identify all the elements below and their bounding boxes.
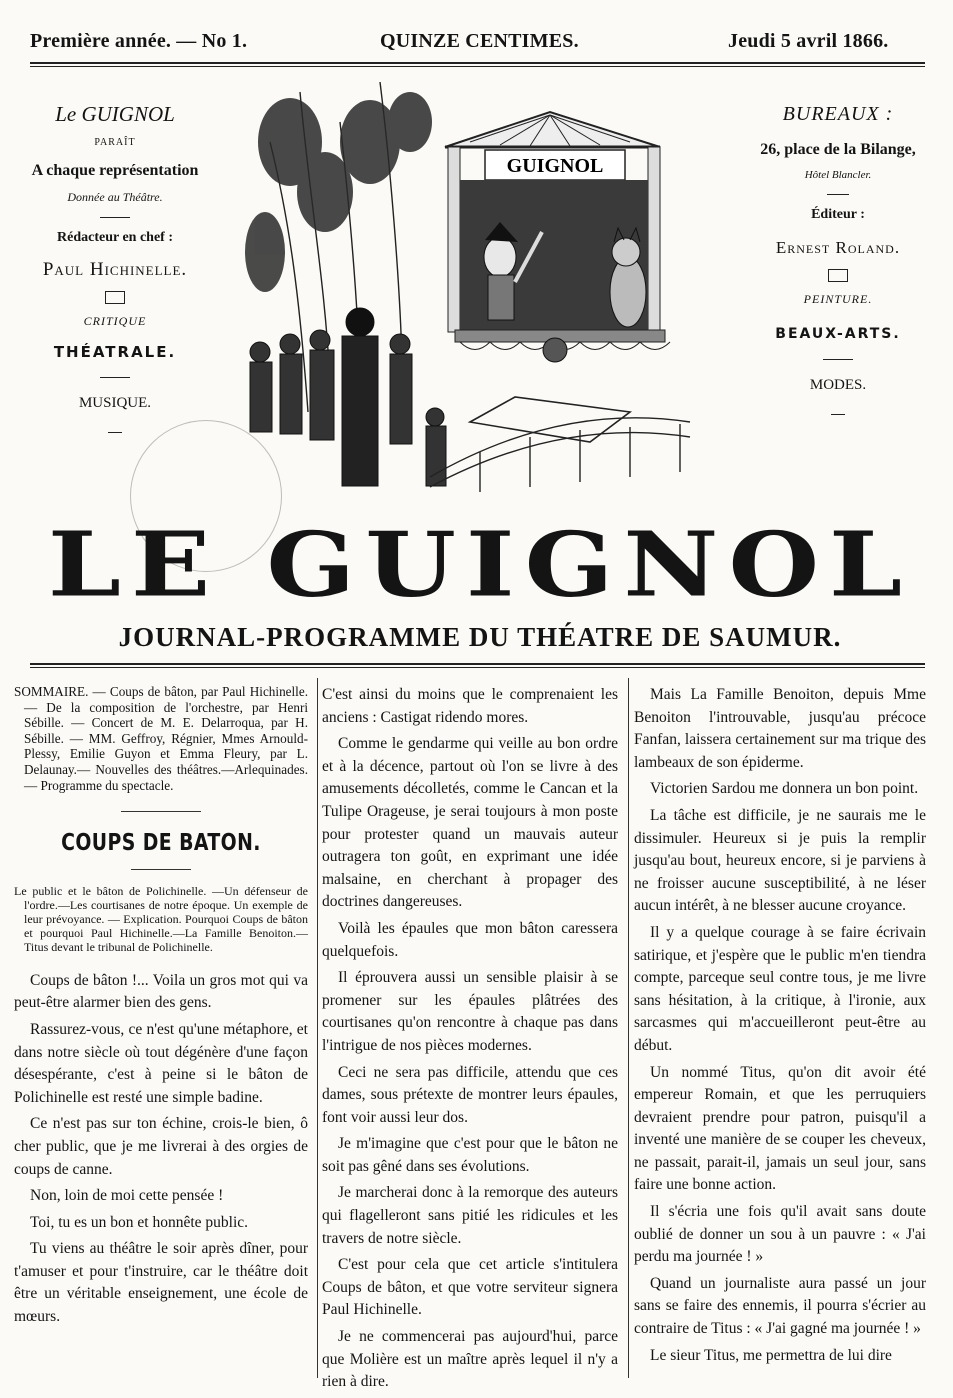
article-heading: COUPS DE BATON. bbox=[61, 830, 261, 857]
hotel-name: Hôtel Blancler. bbox=[804, 169, 872, 182]
paragraph: Tu viens au théâtre le soir après dîner, pour t'amuser et pour t'instruire, car le théâtre doit être un véritable enseignement, une école de mœurs. bbox=[14, 1240, 308, 1326]
ornament-box-icon bbox=[828, 269, 848, 282]
paragraph: Quand un journaliste aura passé un jour sans se faire des ennemis, il pourra s'écrier au contraire de Titus : « J'ai gagné ma journée ! » bbox=[634, 1274, 926, 1338]
masthead-rule bbox=[30, 663, 925, 665]
musique-label: MUSIQUE. bbox=[78, 394, 152, 411]
masthead-subtitle: JOURNAL-PROGRAMME DU THÉATRE DE SAUMUR. bbox=[118, 622, 842, 652]
left-info-box bbox=[20, 102, 210, 453]
booth-sign: GUIGNOL bbox=[506, 155, 604, 177]
paragraph: Il y a quelque courage à se faire écrivain satirique, et j'espère que le public m'en tiendra compte, parceque seul contre tous, je me livre sans hésitation, à la critique, à l'ironie, aux sarcasmes qui m'accueilleront peut-être au début. bbox=[634, 923, 926, 1054]
column-separator bbox=[628, 678, 629, 1378]
location-text: Donnée au Théâtre. bbox=[67, 190, 163, 205]
paragraph: Il éprouvera aussi un sensible plaisir à se promener sur les épaules plâtrées des courtisanes qu'on rencontre à chaque pas dans l'intrigue de nos pièces modernes. bbox=[322, 969, 618, 1054]
left-title: Le GUIGNOL bbox=[55, 102, 175, 126]
divider bbox=[831, 414, 845, 415]
paragraph: Il s'écria une fois qu'il avait sans doute oublié de donner un sou à un pauvre : « J'ai perdu ma journée ! » bbox=[634, 1203, 926, 1266]
divider bbox=[121, 811, 201, 812]
masthead-title: LE GUIGNOL bbox=[47, 511, 913, 618]
paragraph: Non, loin de moi cette pensée ! bbox=[30, 1187, 224, 1205]
ornament-box-icon bbox=[105, 291, 125, 304]
paragraph: Voilà les épaules que mon bâton caressera quelquefois. bbox=[322, 919, 618, 960]
masthead-rule-thin bbox=[30, 667, 925, 668]
editor-label: Rédacteur en chef : bbox=[57, 229, 173, 245]
peinture-label: PEINTURE. bbox=[803, 291, 873, 306]
price: QUINZE CENTIMES. bbox=[380, 30, 579, 52]
summary-text: SOMMAIRE. — Coups de bâton, par Paul Hichinelle. — De la composition de l'orchestre, par Henri Sébille. — Concert de M. E. Delarroqua, par H. Sébille. — MM. Geffroy, Régnier, Mmes Arnould-Plessy, Emilie Guyon et Emma Fleury, par L. Delaunay.— Nouvelles des théâtres.—Arlequinades.— Programme du spectacle. bbox=[14, 684, 308, 793]
frequency-text: A chaque représentation bbox=[31, 162, 199, 180]
divider bbox=[100, 377, 130, 378]
paragraph: Victorien Sardou me donnera un bon point. bbox=[650, 780, 919, 798]
divider bbox=[100, 217, 130, 218]
article-abstract-block bbox=[14, 884, 308, 954]
top-rule bbox=[30, 62, 925, 64]
parait-label: PARAÎT bbox=[94, 137, 136, 149]
bureaux-title: BUREAUX : bbox=[782, 103, 894, 125]
column-3 bbox=[634, 684, 926, 1371]
beaux-arts-label: BEAUX-ARTS. bbox=[775, 325, 901, 342]
paragraph: Toi, tu es un bon et honnête public. bbox=[30, 1213, 249, 1231]
column-separator bbox=[317, 678, 318, 1378]
summary-block bbox=[14, 684, 308, 793]
paragraph: Ce n'est pas sur ton échine, crois-le bien, ô cher public, que je me livrerai à des orgies de coups de canne. bbox=[14, 1115, 308, 1178]
paragraph: C'est pour cela que cet article s'intitulera Coups de bâton, et que votre serviteur signera Paul Hichinelle. bbox=[322, 1256, 618, 1319]
critique-label: CRITIQUE bbox=[83, 314, 147, 329]
paragraph: C'est ainsi du moins que le comprenaient les anciens : Castigat ridendo mores. bbox=[322, 686, 618, 726]
paragraph: Je m'imagine que c'est pour que le bâton ne soit pas gêné dans ses évolutions. bbox=[322, 1135, 618, 1175]
right-info-box bbox=[738, 102, 938, 435]
divider bbox=[131, 869, 191, 870]
top-rule-thin bbox=[30, 66, 925, 67]
paragraph: La tâche est difficile, je ne saurais me le dissimuler. Heureux si je puis la remplir jusqu'au bout, heureux encore, si je parviens à ne froisser aucune susceptibilité, à ne léser aucun intérêt, à ne blesser aucune croyance. bbox=[634, 806, 926, 915]
theatrale-label: THÉATRALE. bbox=[53, 342, 177, 361]
paragraph: Ceci ne sera pas difficile, attendu que ces dames, sous prétexte de montrer leurs épaules, font voir aussi leur dos. bbox=[322, 1063, 618, 1126]
paragraph: Rassurez-vous, ce n'est qu'une métaphore, et dans notre siècle où tout dégénère d'une façon désespérante, c'est à peine si le bâton de Polichinelle est resté une simple badine. bbox=[14, 1020, 308, 1106]
divider bbox=[108, 432, 122, 433]
modes-label: MODES. bbox=[809, 376, 867, 393]
paragraph: Coups de bâton !... Voila un gros mot qui va peut-être alarmer bien des gens. bbox=[14, 971, 308, 1012]
editor-name: Paul Hichinelle. bbox=[42, 258, 188, 280]
puppet-theatre-illustration bbox=[230, 82, 700, 494]
article-abstract: Le public et le bâton de Polichinelle. —Un défenseur de l'ordre.—Les courtisanes de notre époque. Un exemple de leur prévoyance. — Explication. Pourquoi Coups de bâton et pourquoi Paul Hichinelle.—La Famille Benoiton.—Titus devant le tribunal de Polichinelle. bbox=[14, 883, 308, 954]
paragraph: Je ne commencerai pas aujourd'hui, parce que Molière est un maître après lequel il n'y a rien à dire. bbox=[322, 1328, 618, 1391]
paragraph: Un nommé Titus, qu'on dit avoir été empereur Romain, et que les perruquiers devraient prendre pour patron, puisqu'il a inventé une manière de se couper les cheveux, ne passait, parait-il, jamais un seul jour, sans faire une bonne action. bbox=[634, 1063, 926, 1194]
paragraph: Comme le gendarme qui veille au bon ordre et à la décence, partout où l'on se livre à des amusements décolletés, comme le Cancan et la Tulipe Orageuse, je serai toujours à mon poste pour protester quand un mauvais auteur outragera ton goût, en exprimant une idée malsaine, en cherchant à propager des doctrines dangereuses. bbox=[322, 735, 618, 911]
paragraph: Mais La Famille Benoiton, depuis Mme Benoiton l'introuvable, jusqu'au précoce Fanfan, laissera certainement sur ma trique des lambeaux de son épiderme. bbox=[634, 686, 926, 771]
issue-date: Jeudi 5 avril 1866. bbox=[728, 30, 889, 52]
issue-number: Première année. — No 1. bbox=[30, 30, 248, 52]
paragraph: Le sieur Titus, me permettra de lui dire bbox=[650, 1346, 892, 1364]
column-1 bbox=[14, 684, 308, 1333]
publisher-label: Éditeur : bbox=[811, 207, 865, 223]
divider bbox=[823, 359, 853, 360]
publisher-name: Ernest Roland. bbox=[775, 238, 901, 258]
paragraph: Je marcherai donc à la remorque des auteurs qui flagelleront sans pitié les ridicules et les travers de notre siècle. bbox=[322, 1184, 618, 1247]
office-address: 26, place de la Bilange, bbox=[760, 141, 916, 158]
divider bbox=[827, 194, 849, 195]
column-2 bbox=[322, 684, 618, 1398]
